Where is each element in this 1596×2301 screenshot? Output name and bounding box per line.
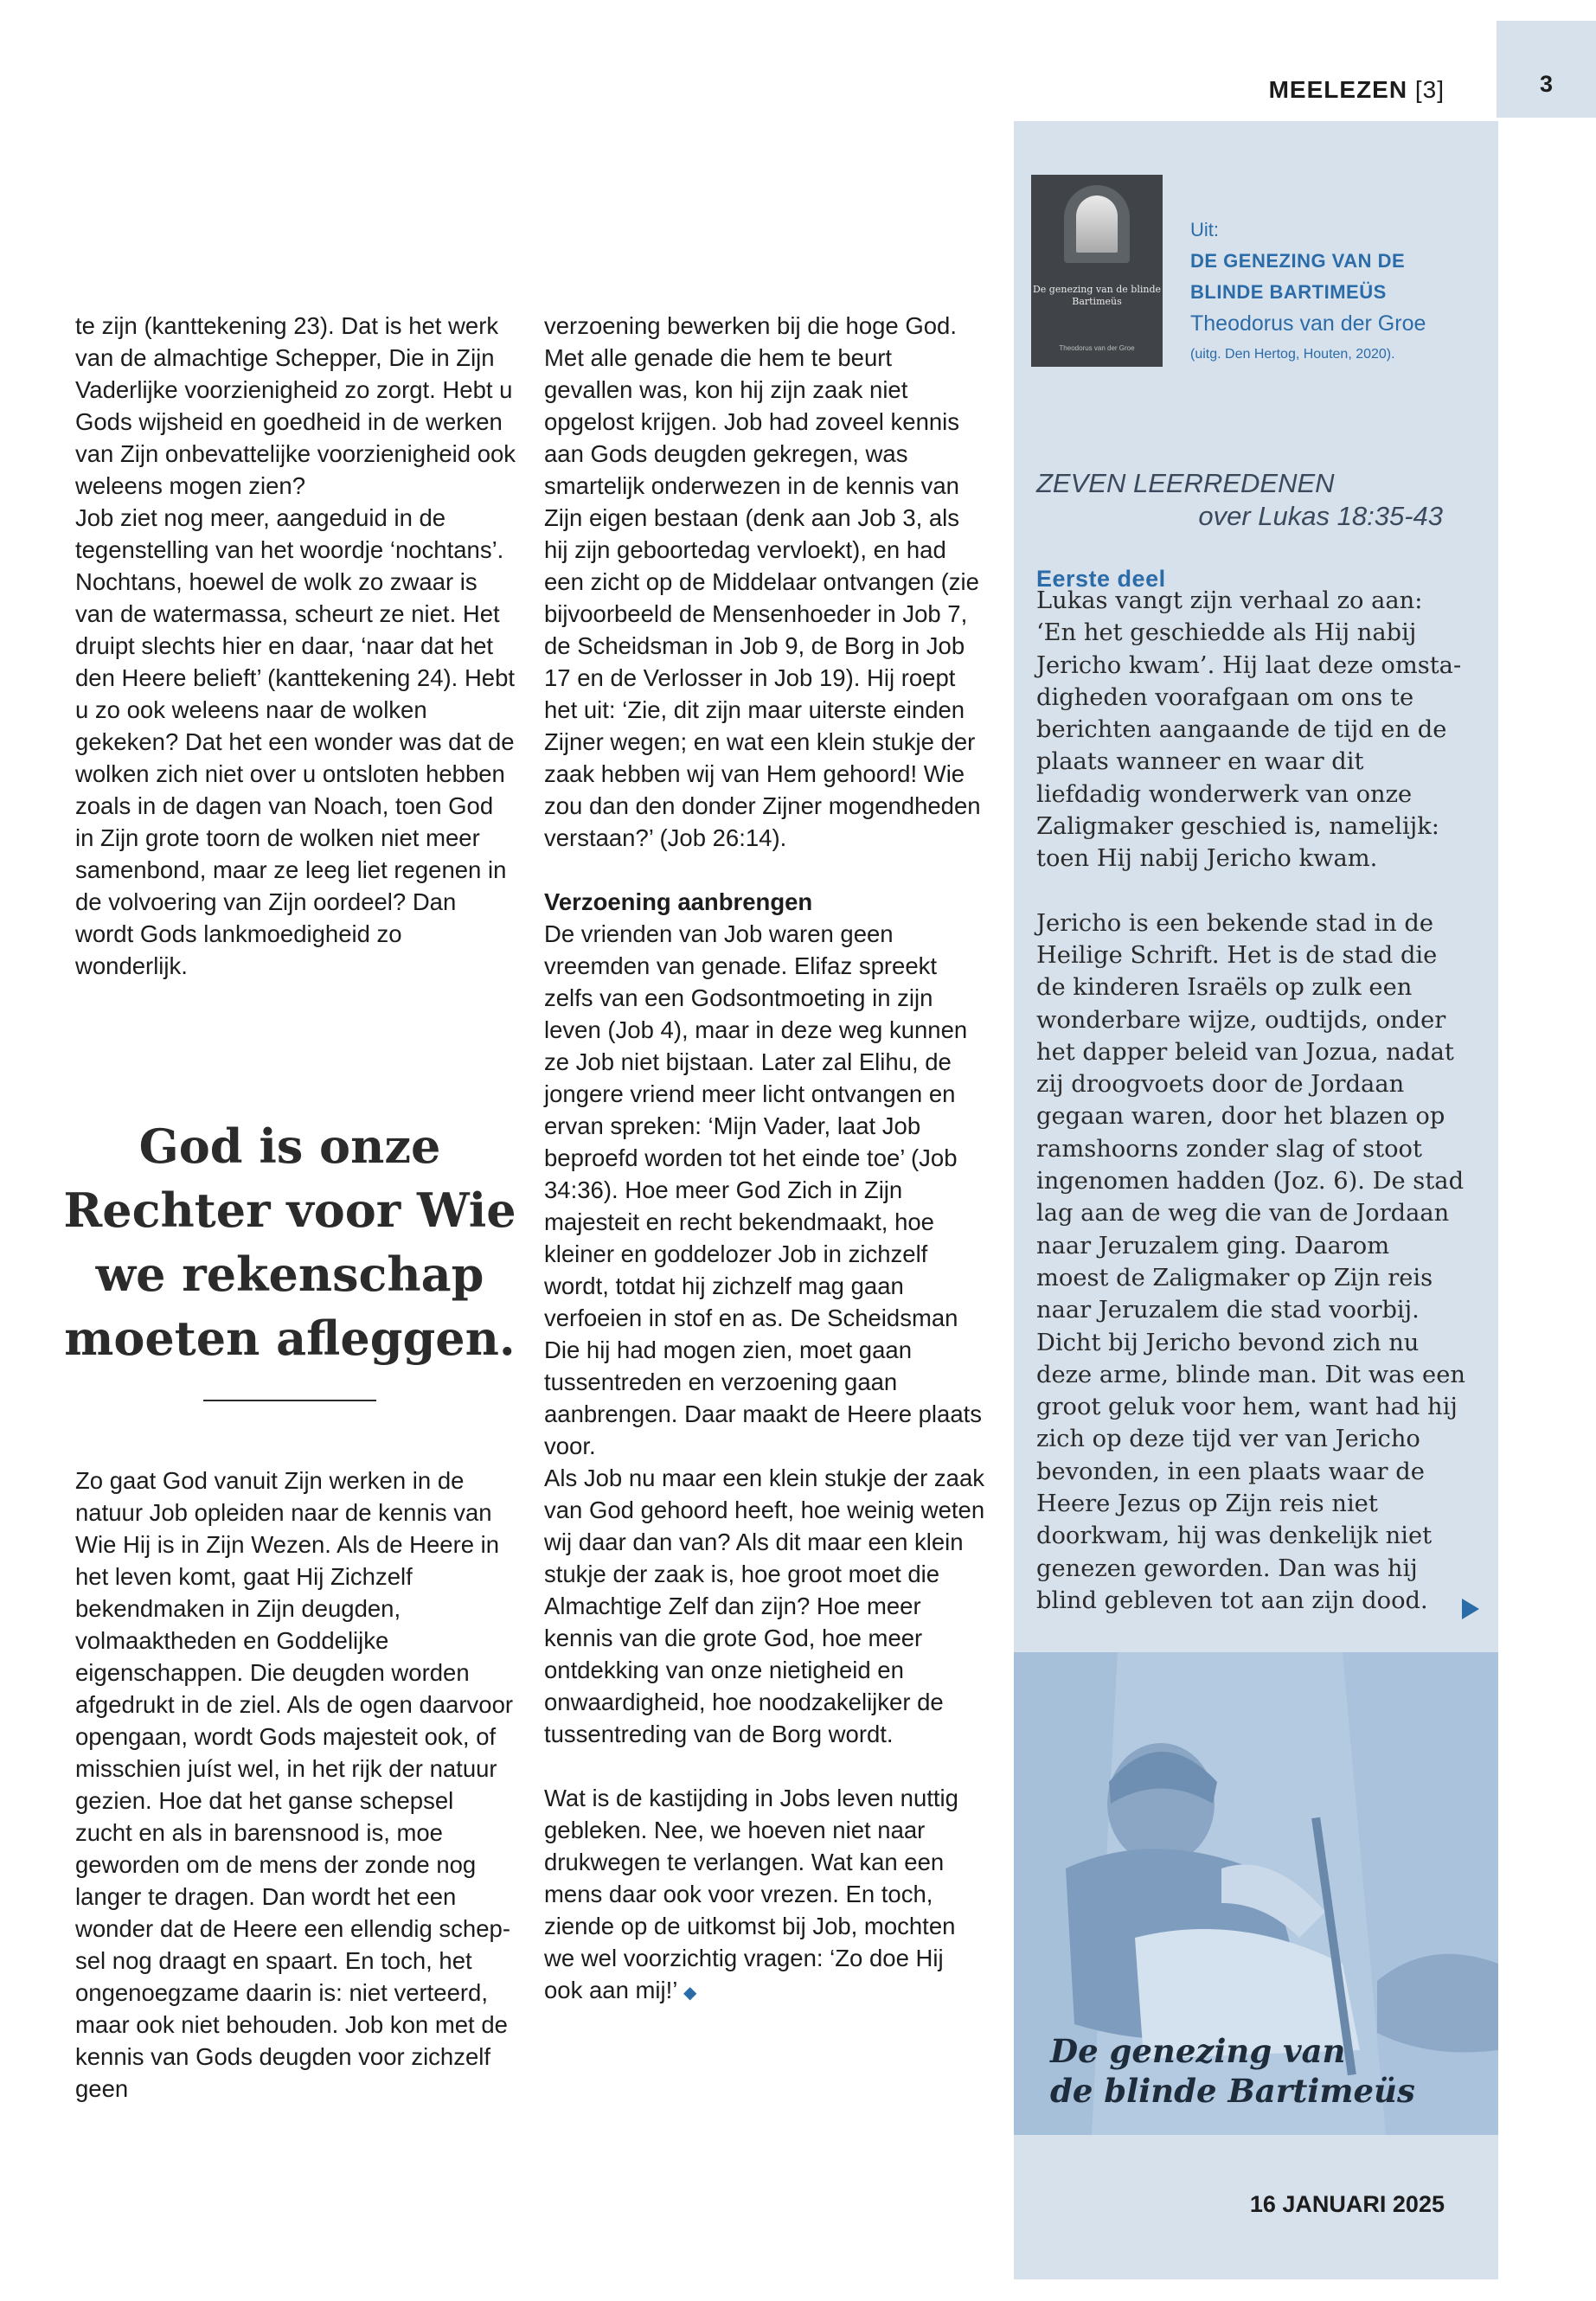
illustration-photo (1014, 1652, 1498, 2135)
paragraph: Als Job nu maar een klein stukje der zaak van God gehoord heeft, hoe weinig weten wij daar dan van? Als dit maar een klein stukje der zaak is, hoe groot moet die Almachtige Zelf dan zijn? Hoe meer kennis van die grote God, hoe meer ontdekking van onze nietigheid en onwaardigheid, hoe noodzakelijker de tussentreding van de Borg wordt. (544, 1465, 985, 1747)
book-cover-title: De genezing van de blinde Bartimeüs (1032, 284, 1162, 307)
sermon-title (1036, 467, 1443, 533)
paragraph: Job ziet nog meer, aangeduid in de tegenstelling van het woordje ‘nochtans’. Nochtans, hoewel de wolk zo zwaar is van de watermassa, scheurt ze niet. Het druipt slechts hier en daar, ‘naar dat het den Heere belieft’ (kanttekening 24). Hebt u zo ook weleens naar de wolken gekeken? Dat het een wonder was dat de wolken zich niet over u ontsloten hebben zoals in de dagen van Noach, toen God in Zijn grote toorn de wolken niet meer samenbond, maar ze leeg liet regenen in de volvoering van Zijn oordeel? Dan wordt Gods lankmoedigheid zo wonderlijk. (75, 504, 516, 979)
pull-quote-divider (203, 1400, 376, 1401)
section-title: MEELEZEN (1268, 76, 1408, 103)
photo-caption (1050, 2031, 1415, 2111)
book-cover-author: Theodorus van der Groe (1059, 344, 1135, 352)
article-column-2 (544, 310, 985, 2009)
paragraph: Jericho is een bekende stad in de Heilige Schrift. Het is de stad die de kinderen Israëls op zulk een wonderbare wijze, oudtijds, onder het dapper beleid van Jozua, nadat zij droogvoets door de Jordaan gegaan waren, door het blazen op ramshoorns zonder slag of stoot ingenomen hadden (Joz. 6). De stad lag aan de weg die van de Jordaan naar Jeruzalem ging. Daarom moest de Zaligmaker op Zijn reis naar Jeruzalem die stad voorbij. Dicht bij Jericho bevond zich nu deze arme, blinde man. Dit was een groot geluk voor hem, want had hij zich op deze tijd ver van Jericho bevonden, in een plaats waar de Heere Jezus op Zijn reis niet doorkwam, hij was denkelijk niet genezen geworden. Dan was hij blind gebleven tot aan zijn dood. (1036, 909, 1465, 1614)
continue-arrow-icon (1462, 1599, 1479, 1619)
pull-quote: God is onze Rechter voor Wie we rekenschap moeten afleggen. (63, 1118, 516, 1366)
issue-date: 16 JANUARI 2025 (1249, 2191, 1445, 2217)
page-number-tab (1497, 21, 1596, 118)
page-number: 3 (1539, 71, 1554, 97)
photo-caption-line-2: de blinde Bartimeüs (1050, 2072, 1415, 2110)
paragraph: verzoening bewerken bij die hoge God. Met alle genade die hem te beurt gevallen was, kon hij zijn zaak niet opgelost krijgen. Job had zoveel kennis aan Gods deugden gekregen, was smartelijk onderwezen in de kennis van Zijn eigen bestaan (denk aan Job 3, als hij zijn geboortedag vervloekt), en had een zicht op de Middelaar ontvangen (zie bijvoorbeeld de Mensenhoeder in Job 7, de Scheidsman in Job 9, de Borg in Job 17 en de Verlosser in Job 19). Hij roept het uit: ‘Zie, dit zijn maar uiterste einden Zijner wegen; en wat een klein stukje der zaak hebben wij van Hem gehoord! Wie zou dan den donder Zijner mogendheden verstaan?’ (Job 26:14). (544, 312, 981, 851)
source-title-line-1: DE GENEZING VAN DE (1190, 250, 1406, 272)
end-mark-icon: ◆ (683, 1984, 697, 2003)
book-source (1190, 215, 1476, 370)
subheading: Verzoening aanbrengen (544, 888, 813, 915)
paragraph: Zo gaat God vanuit Zijn werken in de natuur Job opleiden naar de kennis van Wie Hij is in Zijn Wezen. Als de Heere in het leven komt, gaat Hij Zichzelf bekendmaken in Zijn deugden, volmaaktheden en Goddelijke eigenschappen. Die deugden worden afgedrukt in de ziel. Als de ogen daarvoor opengaan, wordt Gods majesteit ook, of misschien juíst wel, in het rijk der natuur gezien. Hoe dat het ganse schepsel zucht en als in barensnood is, moe geworden om de mens der zonde nog langer te dragen. Dan wordt het een wonder dat de Heere een ellendig schepsel nog draagt en spaart. En toch, het ongenoegzame daarin is: niet verteerd, maar ook niet behouden. Job kon met de kennis van Gods deugden voor zichzelf geen (75, 1467, 514, 2102)
source-author: Theodorus van der Groe (1190, 311, 1426, 336)
article-column-1-continued (75, 1465, 516, 2105)
photo-caption-line-1: De genezing van (1050, 2032, 1346, 2070)
paragraph: De vrienden van Job waren geen vreemden van genade. Elifaz spreekt zelfs van een Godsontmoeting in zijn leven (Job 4), maar in deze weg kunnen ze Job niet bijstaan. Later zal Elihu, de jongere vriend meer licht ontvangen en ervan spreken: ‘Mijn Vader, laat Job beproefd worden tot het einde toe’ (Job 34:36). Hoe meer God Zich in Zijn majesteit en recht bekendmaakt, hoe kleiner en goddelozer Job in zichzelf wordt, totdat hij zichzelf mag gaan verfoeien in stof en as. De Scheidsman Die hij had mogen zien, moet gaan tussentreden en verzoening gaan aanbrengen. Daar maakt de Heere plaats voor. (544, 920, 983, 1459)
sidebar-text (1036, 585, 1469, 1617)
sermon-title-line-2: over Lukas 18:35-43 (1198, 501, 1443, 531)
paragraph (544, 1782, 985, 2009)
part-label: Eerste deel (1036, 566, 1166, 592)
paragraph-text: Wat is de kastijding in Jobs leven nuttig gebleken. Nee, we hoeven niet naar drukwegen te verlangen. Wat kan een mens daar ook voor vrezen. En toch, ziende op de uitkomst bij Job, mochten we wel voorzichtig vragen: ‘Zo doe Hij ook aan mij!’ (544, 1785, 958, 2003)
book-cover-image (1031, 175, 1163, 367)
sermon-title-line-1: ZEVEN LEERREDENEN (1036, 468, 1335, 498)
paragraph: te zijn (kanttekening 23). Dat is het werk van de almachtige Schepper, Die in Zijn Vaderlijke voorzienigheid zo zorgt. Hebt u Gods wijsheid en goedheid in de werken van Zijn onbevattelijke voorzienigheid ook weleens mogen zien? (75, 312, 516, 499)
source-title-line-2: BLINDE BARTIMEÜS (1190, 281, 1387, 303)
source-label: Uit: (1190, 219, 1219, 240)
window-arch-icon (1076, 195, 1118, 253)
paragraph: Lukas vangt zijn verhaal zo aan: ‘En het geschiedde als Hij nabij Jericho kwam’. Hij laat deze omstadigheden voorafgaan om ons te berichten aangaande de tijd en de plaats wanneer en waar dit liefdadig wonderwerk van onze Zaligmaker geschied is, namelijk: toen Hij nabij Jericho kwam. (1036, 587, 1462, 873)
source-publisher: (uitg. Den Hertog, Houten, 2020). (1190, 347, 1395, 362)
article-column-1 (75, 310, 516, 982)
section-header (1269, 76, 1445, 104)
section-part-number: [3] (1414, 76, 1445, 103)
